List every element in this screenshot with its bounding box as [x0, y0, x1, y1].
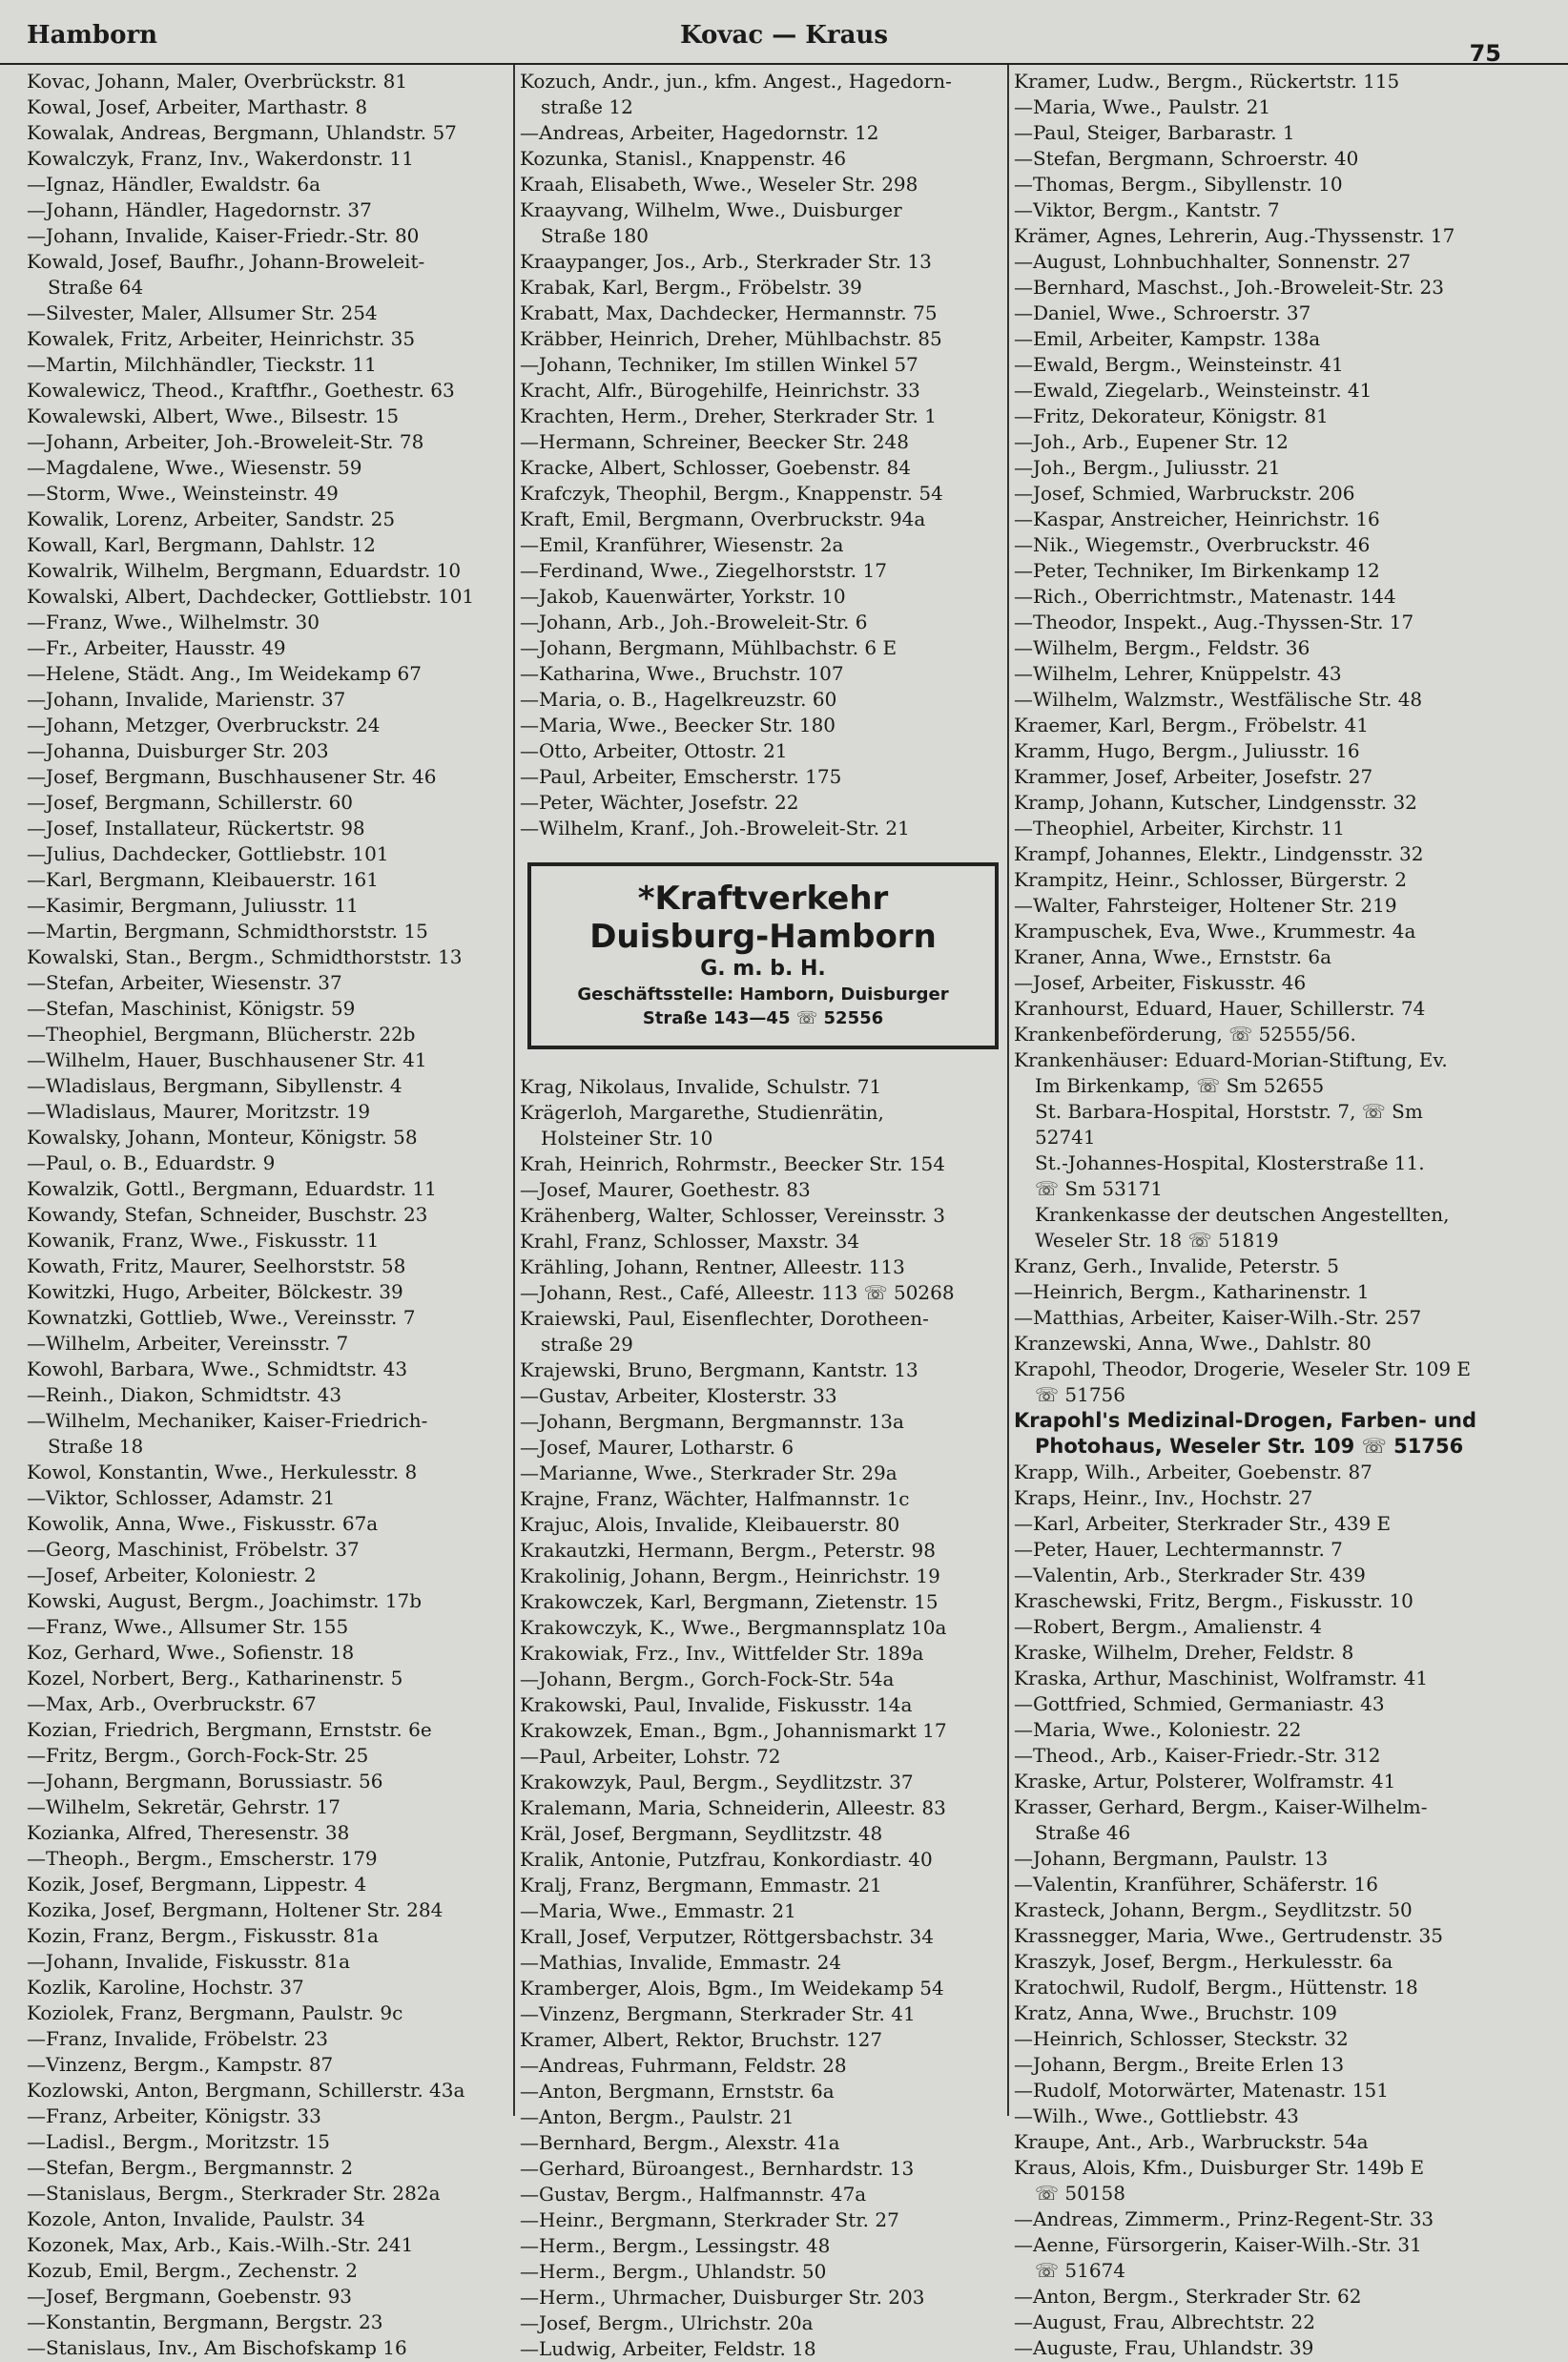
directory-entry: —Paul, Arbeiter, Lohstr. 72	[520, 1745, 781, 1768]
directory-entry: —Anton, Bergm., Sterkrader Str. 62	[1014, 2285, 1362, 2308]
directory-entry: —Ludwig, Arbeiter, Feldstr. 18	[520, 2337, 816, 2360]
directory-entry: Kramer, Ludw., Bergm., Rückertstr. 115	[1014, 70, 1400, 93]
directory-entry: Kozel, Norbert, Berg., Katharinenstr. 5	[27, 1667, 403, 1689]
directory-entry: —Heinrich, Schlosser, Steckstr. 32	[1014, 2027, 1349, 2050]
directory-entry: —Auguste, Frau, Uhlandstr. 39	[1014, 2336, 1314, 2359]
directory-entry: —Vinzenz, Bergmann, Sterkrader Str. 41	[520, 2002, 916, 2025]
directory-entry: —Storm, Wwe., Weinsteinstr. 49	[27, 482, 339, 505]
directory-entry: Krampuschek, Eva, Wwe., Krummestr. 4a	[1014, 920, 1416, 943]
directory-entry: Kowanik, Franz, Wwe., Fiskusstr. 11	[27, 1229, 380, 1252]
directory-entry: —Johann, Invalide, Kaiser-Friedr.-Str. 80	[27, 224, 420, 247]
directory-entry: —Maria, o. B., Hagelkreuzstr. 60	[520, 688, 837, 711]
directory-entry: —Stanislaus, Bergm., Sterkrader Str. 282a	[27, 2182, 441, 2205]
directory-entry: —Martin, Milchhändler, Tieckstr. 11	[27, 353, 377, 376]
directory-entry: Krakowiak, Frz., Inv., Wittfelder Str. 189a	[520, 1642, 924, 1665]
directory-entry: —Konstantin, Bergmann, Bergstr. 23	[27, 2310, 383, 2333]
directory-entry: —Josef, Bergm., Ulrichstr. 20a	[520, 2311, 814, 2334]
directory-entry: Kowol, Konstantin, Wwe., Herkulesstr. 8	[27, 1461, 418, 1483]
directory-entry: Krapp, Wilh., Arbeiter, Goebenstr. 87	[1014, 1461, 1372, 1483]
directory-entry: Kowalik, Lorenz, Arbeiter, Sandstr. 25	[27, 508, 396, 530]
header-city: Hamborn	[27, 21, 158, 50]
directory-entry: Krahl, Franz, Schlosser, Maxstr. 34	[520, 1230, 860, 1253]
directory-entry: —Stefan, Arbeiter, Wiesenstr. 37	[27, 971, 342, 994]
directory-entry: Straße 18	[48, 1435, 144, 1458]
directory-entry: —Johann, Händler, Hagedornstr. 37	[27, 198, 372, 221]
page-header	[0, 0, 1568, 65]
directory-entry: Kozunka, Stanisl., Knappenstr. 46	[520, 147, 847, 170]
column-divider	[513, 65, 515, 2116]
directory-entry: —Ladisl., Bergm., Moritzstr. 15	[27, 2130, 330, 2153]
directory-entry: —Johann, Bergm., Breite Erlen 13	[1014, 2053, 1345, 2076]
directory-entry: —Mathias, Invalide, Emmastr. 24	[520, 1951, 842, 1974]
directory-entry: —Johann, Arb., Joh.-Broweleit-Str. 6	[520, 611, 868, 633]
directory-entry: Krakowzyk, Paul, Bergm., Seydlitzstr. 37	[520, 1771, 914, 1793]
directory-entry: —Kaspar, Anstreicher, Heinrichstr. 16	[1014, 508, 1380, 530]
directory-entry: Krachten, Herm., Dreher, Sterkrader Str. 1	[520, 404, 937, 427]
directory-entry: —Johann, Bergmann, Borussiastr. 56	[27, 1770, 383, 1792]
directory-entry: Krassnegger, Maria, Wwe., Gertrudenstr. 35	[1014, 1924, 1443, 1947]
directory-entry: Kranhourst, Eduard, Hauer, Schillerstr. 74	[1014, 997, 1426, 1020]
directory-entry: Kowath, Fritz, Maurer, Seelhorststr. 58	[27, 1254, 406, 1277]
directory-entry: straße 29	[541, 1333, 633, 1356]
directory-entry: Krammer, Josef, Arbeiter, Josefstr. 27	[1014, 765, 1373, 788]
directory-entry: Krajewski, Bruno, Bergmann, Kantstr. 13	[520, 1358, 918, 1381]
directory-entry: Kowalski, Albert, Dachdecker, Gottliebstr. 101	[27, 585, 475, 608]
directory-entry: —Fritz, Dekorateur, Königstr. 81	[1014, 404, 1329, 427]
directory-entry: ☏ Sm 53171	[1035, 1177, 1164, 1200]
directory-entry: —Johann, Bergmann, Mühlbachstr. 6 E	[520, 636, 897, 659]
directory-entry: —Johanna, Duisburger Str. 203	[27, 739, 329, 762]
directory-entry: —Ferdinand, Wwe., Ziegelhorststr. 17	[520, 559, 887, 582]
directory-entry: —Joh., Bergm., Juliusstr. 21	[1014, 456, 1281, 479]
directory-entry: Kramer, Albert, Rektor, Bruchstr. 127	[520, 2028, 883, 2051]
directory-entry: Kowal, Josef, Arbeiter, Marthastr. 8	[27, 95, 368, 118]
directory-entry: —Theodor, Inspekt., Aug.-Thyssen-Str. 17	[1014, 611, 1414, 633]
directory-entry: —Karl, Bergmann, Kleibauerstr. 161	[27, 868, 379, 891]
directory-entry: —Bernhard, Maschst., Joh.-Broweleit-Str. 23	[1014, 276, 1444, 299]
directory-entry: Kraschewski, Fritz, Bergm., Fiskusstr. 10	[1014, 1589, 1413, 1612]
directory-entry: Kozik, Josef, Bergmann, Lippestr. 4	[27, 1873, 367, 1896]
directory-entry: Kramm, Hugo, Bergm., Juliusstr. 16	[1014, 739, 1360, 762]
directory-entry: Straße 64	[48, 276, 144, 299]
directory-entry: —Franz, Wwe., Wilhelmstr. 30	[27, 611, 320, 633]
directory-entry: Kräl, Josef, Bergmann, Seydlitzstr. 48	[520, 1822, 883, 1845]
directory-entry: —Hermann, Schreiner, Beecker Str. 248	[520, 430, 910, 453]
directory-entry: —Vinzenz, Bergm., Kampstr. 87	[27, 2053, 334, 2076]
directory-entry: —Andreas, Arbeiter, Hagedornstr. 12	[520, 121, 879, 144]
directory-entry: Kowandy, Stefan, Schneider, Buschstr. 23	[27, 1203, 428, 1226]
directory-entry: Krakowczyk, K., Wwe., Bergmannsplatz 10a	[520, 1616, 947, 1639]
directory-entry: —Johann, Arbeiter, Joh.-Broweleit-Str. 78	[27, 430, 424, 453]
directory-entry: Kozole, Anton, Invalide, Paulstr. 34	[27, 2207, 365, 2230]
directory-entry: —Gustav, Bergm., Halfmannstr. 47a	[520, 2183, 867, 2206]
directory-entry: Kovac, Johann, Maler, Overbrückstr. 81	[27, 70, 408, 93]
directory-entry: Kowalski, Stan., Bergm., Schmidthorststr. 13	[27, 945, 463, 968]
directory-entry: Krankenhäuser: Eduard-Morian-Stiftung, Ev.	[1014, 1048, 1448, 1071]
directory-entry: —Viktor, Schlosser, Adamstr. 21	[27, 1486, 336, 1509]
directory-entry: —Theophiel, Bergmann, Blücherstr. 22b	[27, 1023, 416, 1046]
ad-line-1: *Kraftverkehr	[637, 880, 889, 918]
directory-entry: —Gerhard, Büroangest., Bernhardstr. 13	[520, 2157, 915, 2180]
directory-entry: —Thomas, Bergm., Sibyllenstr. 10	[1014, 173, 1343, 196]
directory-entry: —Reinh., Diakon, Schmidtstr. 43	[27, 1383, 342, 1406]
directory-entry: Kramberger, Alois, Bgm., Im Weidekamp 54	[520, 1977, 944, 1999]
directory-entry: —August, Frau, Albrechtstr. 22	[1014, 2310, 1315, 2333]
directory-entry: Kowald, Josef, Baufhr., Johann-Broweleit-	[27, 250, 425, 273]
directory-entry: —Johann, Bergmann, Paulstr. 13	[1014, 1847, 1329, 1870]
directory-entry: —Franz, Wwe., Allsumer Str. 155	[27, 1615, 349, 1638]
directory-entry: Kowalzik, Gottl., Bergmann, Eduardstr. 11	[27, 1177, 437, 1200]
directory-entry: —Wilhelm, Hauer, Buschhausener Str. 41	[27, 1048, 427, 1071]
directory-entry: —Emil, Arbeiter, Kampstr. 138a	[1014, 327, 1321, 350]
directory-entry: Kraska, Arthur, Maschinist, Wolframstr. 41	[1014, 1667, 1429, 1689]
directory-entry: Straße 180	[541, 224, 649, 247]
directory-entry: Kraske, Artur, Polsterer, Wolframstr. 41	[1014, 1770, 1396, 1792]
directory-entry: —Helene, Städt. Ang., Im Weidekamp 67	[27, 662, 422, 685]
directory-entry: —Viktor, Bergm., Kantstr. 7	[1014, 198, 1280, 221]
directory-entry: —Jakob, Kauenwärter, Yorkstr. 10	[520, 585, 846, 608]
directory-entry: Krakautzki, Hermann, Bergm., Peterstr. 98	[520, 1539, 936, 1562]
directory-entry: —Kasimir, Bergmann, Juliusstr. 11	[27, 894, 359, 917]
header-range: Kovac — Kraus	[680, 21, 888, 50]
directory-entry: Kracke, Albert, Schlosser, Goebenstr. 84	[520, 456, 911, 479]
directory-entry: Kozub, Emil, Bergm., Zechenstr. 2	[27, 2259, 359, 2282]
directory-entry: Krägerloh, Margarethe, Studienrätin,	[520, 1101, 884, 1124]
directory-entry: —Gustav, Arbeiter, Klosterstr. 33	[520, 1384, 837, 1407]
directory-entry: Kralemann, Maria, Schneiderin, Alleestr. 83	[520, 1796, 946, 1819]
directory-entry: Kratochwil, Rudolf, Bergm., Hüttenstr. 18	[1014, 1976, 1418, 1999]
directory-entry: ☏ 51756	[1035, 1383, 1125, 1406]
directory-entry: Kozianka, Alfred, Theresenstr. 38	[27, 1821, 350, 1844]
directory-entry: Kozlik, Karoline, Hochstr. 37	[27, 1976, 304, 1999]
directory-entry: —Josef, Bergmann, Buschhausener Str. 46	[27, 765, 437, 788]
directory-entry: —Andreas, Fuhrmann, Feldstr. 28	[520, 2054, 847, 2077]
directory-entry: —Wilhelm, Walzmstr., Westfälische Str. 48	[1014, 688, 1423, 711]
directory-entry: —Magdalene, Wwe., Wiesenstr. 59	[27, 456, 362, 479]
directory-entry: Weseler Str. 18 ☏ 51819	[1035, 1229, 1279, 1252]
directory-entry: Kralik, Antonie, Putzfrau, Konkordiastr. 40	[520, 1848, 933, 1871]
directory-entry: Kozlowski, Anton, Bergmann, Schillerstr. 43a	[27, 2079, 465, 2102]
directory-entry: Krähling, Johann, Rentner, Alleestr. 113	[520, 1255, 905, 1278]
directory-entry: —Johann, Bergmann, Bergmannstr. 13a	[520, 1410, 904, 1433]
column-2-bottom	[520, 1074, 1006, 2362]
directory-entry: —Theophiel, Arbeiter, Kirchstr. 11	[1014, 817, 1345, 839]
directory-entry: —Maria, Wwe., Beecker Str. 180	[520, 714, 836, 736]
directory-entry: —Marianne, Wwe., Sterkrader Str. 29a	[520, 1461, 897, 1484]
directory-entry: —Rich., Oberrichtmstr., Matenastr. 144	[1014, 585, 1396, 608]
directory-entry: —Ewald, Ziegelarb., Weinsteinstr. 41	[1014, 379, 1372, 402]
directory-entry: Krabak, Karl, Bergm., Fröbelstr. 39	[520, 276, 862, 299]
directory-entry: Krämer, Agnes, Lehrerin, Aug.-Thyssenstr. 17	[1014, 224, 1455, 247]
directory-entry: —Josef, Maurer, Lotharstr. 6	[520, 1436, 794, 1459]
directory-entry: Im Birkenkamp, ☏ Sm 52655	[1035, 1074, 1325, 1097]
directory-entry: —Wilh., Wwe., Gottliebstr. 43	[1014, 2104, 1299, 2127]
directory-entry: —Johann, Metzger, Overbruckstr. 24	[27, 714, 381, 736]
directory-entry: —Julius, Dachdecker, Gottliebstr. 101	[27, 842, 389, 865]
directory-entry: Krapohl's Medizinal-Drogen, Farben- und	[1014, 1409, 1477, 1432]
directory-entry: Kowalsky, Johann, Monteur, Königstr. 58	[27, 1126, 418, 1149]
directory-entry: Kowalczyk, Franz, Inv., Wakerdonstr. 11	[27, 147, 414, 170]
directory-entry: Kowalak, Andreas, Bergmann, Uhlandstr. 57	[27, 121, 457, 144]
directory-entry: —Martin, Bergmann, Schmidthorststr. 15	[27, 920, 428, 943]
directory-entry: —Josef, Bergmann, Schillerstr. 60	[27, 791, 354, 814]
directory-entry: —Theoph., Bergm., Emscherstr. 179	[27, 1847, 378, 1870]
directory-entry: Kowolik, Anna, Wwe., Fiskusstr. 67a	[27, 1512, 379, 1535]
directory-entry: Kozika, Josef, Bergmann, Holtener Str. 284	[27, 1898, 444, 1921]
directory-entry: —Wladislaus, Maurer, Moritzstr. 19	[27, 1100, 371, 1123]
directory-entry: —Josef, Schmied, Warbruckstr. 206	[1014, 482, 1355, 505]
directory-entry: —Fr., Arbeiter, Hausstr. 49	[27, 636, 286, 659]
directory-entry: Krakowczek, Karl, Bergmann, Zietenstr. 15	[520, 1590, 939, 1613]
directory-entry: —Emil, Kranführer, Wiesenstr. 2a	[520, 533, 844, 556]
directory-entry: —Stefan, Bergm., Bergmannstr. 2	[27, 2156, 354, 2179]
directory-entry: —Johann, Rest., Café, Alleestr. 113 ☏ 50268	[520, 1281, 955, 1304]
directory-entry: Kräbber, Heinrich, Dreher, Mühlbachstr. 85	[520, 327, 942, 350]
directory-entry: —Stefan, Maschinist, Königstr. 59	[27, 997, 356, 1020]
directory-entry: —Joh., Arb., Eupener Str. 12	[1014, 430, 1289, 453]
directory-entry: —Maria, Wwe., Emmastr. 21	[520, 1899, 796, 1922]
advertisement-box	[527, 862, 999, 1049]
directory-entry: —Paul, o. B., Eduardstr. 9	[27, 1151, 276, 1174]
directory-entry: Krasteck, Johann, Bergm., Seydlitzstr. 50	[1014, 1898, 1413, 1921]
directory-entry: Kowalrik, Wilhelm, Bergmann, Eduardstr. 10	[27, 559, 462, 582]
directory-entry: Krafczyk, Theophil, Bergm., Knappenstr. 54	[520, 482, 943, 505]
directory-entry: St.-Johannes-Hospital, Klosterstraße 11.	[1035, 1151, 1425, 1174]
directory-entry: Kracht, Alfr., Bürogehilfe, Heinrichstr. 33	[520, 379, 920, 402]
directory-entry: Krakowzek, Eman., Bgm., Johannismarkt 17	[520, 1719, 947, 1742]
directory-entry: —Ewald, Bergm., Weinsteinstr. 41	[1014, 353, 1344, 376]
column-1	[27, 69, 513, 2361]
directory-entry: Kownatzki, Gottlieb, Wwe., Vereinsstr. 7	[27, 1306, 416, 1329]
directory-entry: Holsteiner Str. 10	[541, 1127, 713, 1150]
directory-entry: —Herm., Uhrmacher, Duisburger Str. 203	[520, 2286, 925, 2309]
directory-entry: —Fritz, Bergm., Gorch-Fock-Str. 25	[27, 1744, 369, 1767]
directory-entry: Koziolek, Franz, Bergmann, Paulstr. 9c	[27, 2001, 403, 2024]
directory-entry: Kranzewski, Anna, Wwe., Dahlstr. 80	[1014, 1332, 1372, 1355]
directory-entry: Kowohl, Barbara, Wwe., Schmidtstr. 43	[27, 1357, 408, 1380]
directory-entry: Krag, Nikolaus, Invalide, Schulstr. 71	[520, 1075, 882, 1098]
directory-entry: Kowski, August, Bergm., Joachimstr. 17b	[27, 1589, 423, 1612]
directory-entry: Krapohl, Theodor, Drogerie, Weseler Str. 109 E	[1014, 1357, 1472, 1380]
column-3	[1014, 69, 1558, 2361]
directory-entry: Kozian, Friedrich, Bergmann, Ernststr. 6e	[27, 1718, 432, 1741]
ad-line-2: Duisburg-Hamborn	[589, 918, 937, 956]
column-divider	[1007, 65, 1009, 2116]
ad-line-4: Geschäftsstelle: Hamborn, Duisburger	[577, 984, 949, 1005]
directory-entry: —Franz, Arbeiter, Königstr. 33	[27, 2104, 321, 2127]
directory-entry: —Stefan, Bergmann, Schroerstr. 40	[1014, 147, 1359, 170]
directory-entry: Koz, Gerhard, Wwe., Sofienstr. 18	[27, 1641, 355, 1664]
directory-entry: —Daniel, Wwe., Schroerstr. 37	[1014, 301, 1311, 324]
directory-entry: —Maria, Wwe., Koloniestr. 22	[1014, 1718, 1302, 1741]
page-number: 75	[1469, 40, 1501, 67]
directory-entry: Krasser, Gerhard, Bergm., Kaiser-Wilhelm-	[1014, 1795, 1428, 1818]
directory-entry: Krah, Heinrich, Rohrmstr., Beecker Str. 154	[520, 1152, 946, 1175]
directory-entry: —Wilhelm, Lehrer, Knüppelstr. 43	[1014, 662, 1342, 685]
directory-entry: Kralj, Franz, Bergmann, Emmastr. 21	[520, 1874, 882, 1896]
directory-entry: Kramp, Johann, Kutscher, Lindgensstr. 32	[1014, 791, 1417, 814]
directory-entry: Krankenbeförderung, ☏ 52555/56.	[1014, 1023, 1356, 1046]
directory-entry: —Otto, Arbeiter, Ottostr. 21	[520, 739, 788, 762]
directory-entry: straße 12	[541, 95, 633, 118]
directory-entry: Kratz, Anna, Wwe., Bruchstr. 109	[1014, 2001, 1337, 2024]
column-2-top	[520, 69, 1006, 841]
directory-entry: Kowalewski, Albert, Wwe., Bilsestr. 15	[27, 404, 400, 427]
directory-entry: Kraah, Elisabeth, Wwe., Weseler Str. 298	[520, 173, 918, 196]
directory-entry: —Johann, Invalide, Marienstr. 37	[27, 688, 346, 711]
directory-entry: Krajuc, Alois, Invalide, Kleibauerstr. 80	[520, 1513, 900, 1536]
directory-entry: ☏ 51674	[1035, 2259, 1125, 2282]
directory-entry: —Josef, Installateur, Rückertstr. 98	[27, 817, 365, 839]
directory-entry: Kraemer, Karl, Bergm., Fröbelstr. 41	[1014, 714, 1369, 736]
directory-entry: Krähenberg, Walter, Schlosser, Vereinsstr. 3	[520, 1204, 945, 1227]
directory-entry: —Gottfried, Schmied, Germaniastr. 43	[1014, 1692, 1385, 1715]
directory-entry: —Johann, Invalide, Fiskusstr. 81a	[27, 1950, 351, 1973]
directory-entry: —Bernhard, Bergm., Alexstr. 41a	[520, 2131, 840, 2154]
directory-entry: Kraupe, Ant., Arb., Warbruckstr. 54a	[1014, 2130, 1369, 2153]
directory-entry: Kowalewicz, Theod., Kraftfhr., Goethestr. 63	[27, 379, 455, 402]
directory-entry: —Wilhelm, Sekretär, Gehrstr. 17	[27, 1795, 340, 1818]
directory-entry: —Stanislaus, Inv., Am Bischofskamp 16	[27, 2336, 407, 2359]
directory-entry: —Josef, Bergmann, Goebenstr. 93	[27, 2285, 353, 2308]
directory-entry: —Valentin, Kranführer, Schäferstr. 16	[1014, 1873, 1378, 1896]
directory-entry: —Peter, Techniker, Im Birkenkamp 12	[1014, 559, 1380, 582]
directory-entry: Krajne, Franz, Wächter, Halfmannstr. 1c	[520, 1487, 910, 1510]
directory-entry: 52741	[1035, 1126, 1096, 1149]
directory-entry: —Herm., Bergm., Lessingstr. 48	[520, 2234, 831, 2257]
directory-entry: —Peter, Hauer, Lechtermannstr. 7	[1014, 1538, 1343, 1561]
directory-entry: —Franz, Invalide, Fröbelstr. 23	[27, 2027, 328, 2050]
directory-entry: Kozin, Franz, Bergm., Fiskusstr. 81a	[27, 1924, 379, 1947]
directory-entry: —Paul, Arbeiter, Emscherstr. 175	[520, 765, 842, 788]
directory-entry: Kozuch, Andr., jun., kfm. Angest., Hagedorn-	[520, 70, 952, 93]
directory-entry: —Josef, Arbeiter, Fiskusstr. 46	[1014, 971, 1307, 994]
directory-entry: Photohaus, Weseler Str. 109 ☏ 51756	[1035, 1435, 1464, 1458]
directory-entry: Krakowski, Paul, Invalide, Fiskusstr. 14a	[520, 1693, 913, 1716]
directory-entry: Kowall, Karl, Bergmann, Dahlstr. 12	[27, 533, 376, 556]
directory-entry: —Maria, Wwe., Paulstr. 21	[1014, 95, 1271, 118]
directory-entry: Kraiewski, Paul, Eisenflechter, Dorotheen-	[520, 1307, 929, 1330]
directory-entry: Kraaypanger, Jos., Arb., Sterkrader Str. 13	[520, 250, 932, 273]
directory-entry: —Aenne, Fürsorgerin, Kaiser-Wilh.-Str. 31	[1014, 2233, 1422, 2256]
ad-line-5: Straße 143—45 ☏ 52556	[642, 1008, 884, 1028]
directory-entry: —Anton, Bergmann, Ernststr. 6a	[520, 2080, 835, 2103]
directory-entry: —Katharina, Wwe., Bruchstr. 107	[520, 662, 844, 685]
directory-entry: Krakolinig, Johann, Bergm., Heinrichstr. 19	[520, 1564, 940, 1587]
directory-entry: Kraayvang, Wilhelm, Wwe., Duisburger	[520, 198, 902, 221]
directory-entry: Straße 46	[1035, 1821, 1131, 1844]
directory-entry: —Theod., Arb., Kaiser-Friedr.-Str. 312	[1014, 1744, 1381, 1767]
directory-entry: —Wilhelm, Kranf., Joh.-Broweleit-Str. 21	[520, 817, 910, 839]
directory-entry: —Wilhelm, Arbeiter, Vereinsstr. 7	[27, 1332, 349, 1355]
directory-entry: Kraus, Alois, Kfm., Duisburger Str. 149b E	[1014, 2156, 1425, 2179]
directory-entry: Krall, Josef, Verputzer, Röttgersbachstr. 34	[520, 1925, 934, 1948]
directory-entry: —Matthias, Arbeiter, Kaiser-Wilh.-Str. 257	[1014, 1306, 1422, 1329]
directory-entry: —Robert, Bergm., Amalienstr. 4	[1014, 1615, 1322, 1638]
directory-entry: —Karl, Arbeiter, Sterkrader Str., 439 E	[1014, 1512, 1392, 1535]
directory-entry: —Paul, Steiger, Barbarastr. 1	[1014, 121, 1295, 144]
directory-entry: —Josef, Arbeiter, Koloniestr. 2	[27, 1564, 317, 1586]
directory-entry: —Silvester, Maler, Allsumer Str. 254	[27, 301, 378, 324]
directory-entry: Kowalek, Fritz, Arbeiter, Heinrichstr. 35	[27, 327, 416, 350]
directory-entry: Kraps, Heinr., Inv., Hochstr. 27	[1014, 1486, 1313, 1509]
directory-entry: St. Barbara-Hospital, Horststr. 7, ☏ Sm	[1035, 1100, 1423, 1123]
directory-entry: —Peter, Wächter, Josefstr. 22	[520, 791, 799, 814]
column-2	[520, 69, 1006, 2362]
directory-entry: Kowitzki, Hugo, Arbeiter, Bölckestr. 39	[27, 1280, 403, 1303]
directory-entry: —Rudolf, Motorwärter, Matenastr. 151	[1014, 2079, 1389, 2102]
directory-entry: —Max, Arb., Overbruckstr. 67	[27, 1692, 317, 1715]
directory-entry: Krampitz, Heinr., Schlosser, Bürgerstr. 2	[1014, 868, 1407, 891]
directory-entry: Kraner, Anna, Wwe., Ernststr. 6a	[1014, 945, 1332, 968]
directory-entry: —Wilhelm, Bergm., Feldstr. 36	[1014, 636, 1310, 659]
directory-entry: —Georg, Maschinist, Fröbelstr. 37	[27, 1538, 360, 1561]
directory-entry: Kranz, Gerh., Invalide, Peterstr. 5	[1014, 1254, 1339, 1277]
directory-entry: Kraszyk, Josef, Bergm., Herkulesstr. 6a	[1014, 1950, 1393, 1973]
directory-entry: —Walter, Fahrsteiger, Holtener Str. 219	[1014, 894, 1397, 917]
directory-entry: —Johann, Bergm., Gorch-Fock-Str. 54a	[520, 1668, 895, 1690]
directory-entry: —Anton, Bergm., Paulstr. 21	[520, 2105, 794, 2128]
directory-entry: —Wilhelm, Mechaniker, Kaiser-Friedrich-	[27, 1409, 428, 1432]
directory-entry: —Herm., Bergm., Uhlandstr. 50	[520, 2260, 827, 2283]
directory-entry: Kozonek, Max, Arb., Kais.-Wilh.-Str. 241	[27, 2233, 414, 2256]
directory-entry: —Heinrich, Bergm., Katharinenstr. 1	[1014, 1280, 1370, 1303]
directory-entry: Kraft, Emil, Bergmann, Overbruckstr. 94a	[520, 508, 926, 530]
directory-entry: —Andreas, Zimmerm., Prinz-Regent-Str. 33	[1014, 2207, 1434, 2230]
ad-line-3: G. m. b. H.	[700, 957, 826, 981]
directory-entry: Krampf, Johannes, Elektr., Lindgensstr. 32	[1014, 842, 1424, 865]
directory-entry: —Ignaz, Händler, Ewaldstr. 6a	[27, 173, 320, 196]
directory-entry: —Johann, Techniker, Im stillen Winkel 57	[520, 353, 918, 376]
directory-entry: —Nik., Wiegemstr., Overbruckstr. 46	[1014, 533, 1371, 556]
directory-entry: Kraske, Wilhelm, Dreher, Feldstr. 8	[1014, 1641, 1354, 1664]
directory-entry: —Valentin, Arb., Sterkrader Str. 439	[1014, 1564, 1366, 1586]
directory-entry: —August, Lohnbuchhalter, Sonnenstr. 27	[1014, 250, 1412, 273]
directory-entry: —Heinr., Bergmann, Sterkrader Str. 27	[520, 2208, 899, 2231]
directory-entry: Krabatt, Max, Dachdecker, Hermannstr. 75	[520, 301, 938, 324]
directory-entry: —Wladislaus, Bergmann, Sibyllenstr. 4	[27, 1074, 402, 1097]
directory-entry: ☏ 50158	[1035, 2182, 1125, 2205]
directory-entry: —Josef, Maurer, Goethestr. 83	[520, 1178, 811, 1201]
directory-entry: Krankenkasse der deutschen Angestellten,	[1035, 1203, 1450, 1226]
